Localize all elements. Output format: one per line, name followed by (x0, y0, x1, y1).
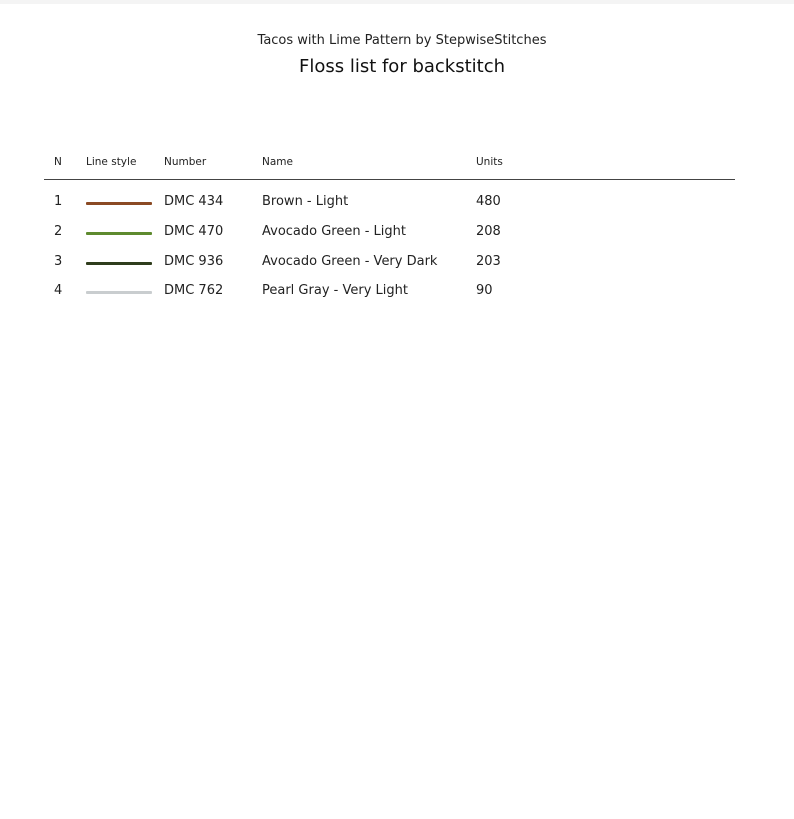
line-style-swatch (86, 262, 152, 265)
row-index: 2 (54, 224, 63, 239)
column-header-name: Name (262, 156, 293, 168)
page-top-edge (0, 0, 794, 4)
column-header-line-style: Line style (86, 156, 137, 168)
floss-units: 203 (476, 254, 501, 269)
table-row (0, 194, 794, 214)
floss-units: 208 (476, 224, 501, 239)
row-index: 1 (54, 194, 63, 209)
table-row (0, 224, 794, 244)
table-header (0, 156, 794, 172)
page-title: Floss list for backstitch (298, 56, 506, 77)
floss-name: Avocado Green - Light (262, 224, 406, 239)
column-header-number: Number (164, 156, 207, 168)
table-row (0, 254, 794, 274)
floss-number: DMC 762 (164, 283, 224, 298)
column-header-n: N (54, 156, 62, 168)
header-divider (44, 179, 735, 180)
floss-name: Avocado Green - Very Dark (262, 254, 438, 269)
floss-name: Brown - Light (262, 194, 349, 209)
row-index: 3 (54, 254, 63, 269)
floss-units: 480 (476, 194, 501, 209)
floss-number: DMC 936 (164, 254, 224, 269)
line-style-swatch (86, 291, 152, 294)
row-index: 4 (54, 283, 63, 298)
floss-number: DMC 470 (164, 224, 224, 239)
line-style-swatch (86, 202, 152, 205)
floss-number: DMC 434 (164, 194, 224, 209)
floss-name: Pearl Gray - Very Light (262, 283, 408, 298)
line-style-swatch (86, 232, 152, 235)
table-row (0, 283, 794, 303)
column-header-units: Units (476, 156, 503, 168)
pattern-title: Tacos with Lime Pattern by StepwiseStitches (257, 33, 547, 48)
floss-units: 90 (476, 283, 493, 298)
